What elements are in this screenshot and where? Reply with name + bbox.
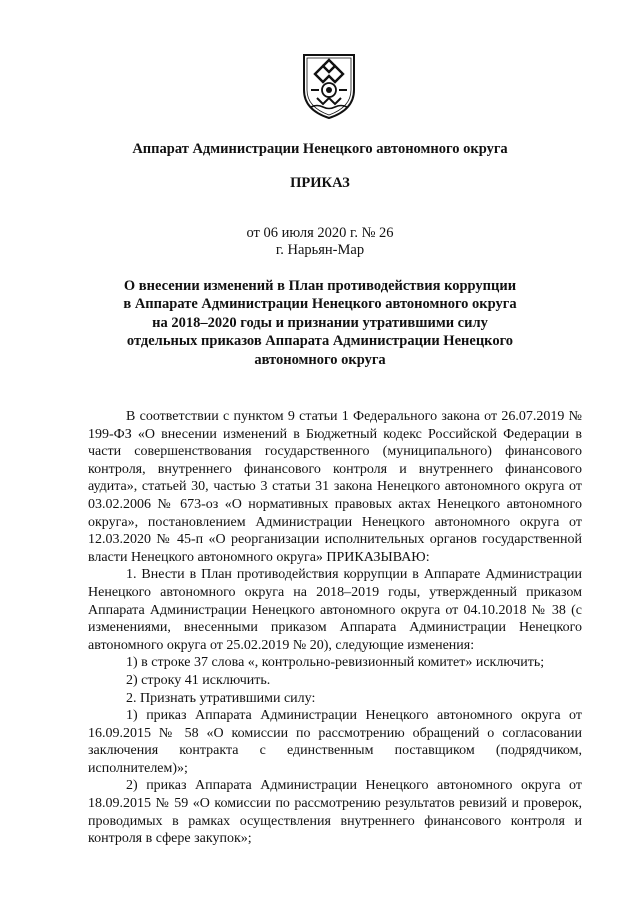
coat-of-arms-icon — [301, 52, 357, 120]
item-2-2-paragraph: 2) приказ Аппарата Администрации Ненецкого автономного округа от 18.09.2015 № 59 «О комиссии по рассмотрению результатов ревизий и проверок, проводимых в рамках осуществления внутреннего финансового контроля и контроля в сфере закупок»; — [88, 778, 582, 847]
item-1-1-paragraph: 1) в строке 37 слова «, контрольно-ревизионный комитет» исключить; — [126, 655, 545, 671]
document-type: ПРИКАЗ — [290, 175, 350, 191]
document-city: г. Нарьян-Мар — [275, 242, 365, 258]
item-2-1-paragraph: 1) приказ Аппарата Администрации Ненецкого автономного округа от 16.09.2015 № 58 «О комиссии по рассмотрению обращений о согласовании заключения контракта с единственным поставщиком (подрядчиком, исполнителем)»; — [88, 708, 582, 776]
item-1-2-paragraph: 2) строку 41 исключить. — [126, 672, 271, 688]
item-2-paragraph: 2. Признать утратившими силу: — [126, 690, 316, 706]
item-1-paragraph: 1. Внести в План противодействия коррупции в Аппарате Администрации Ненецкого автономного округа на 2018–2019 годы, утвержденный приказом Аппарата Администрации Ненецкого автономного округа от 04.10.2018 № 38 (с изменениями, внесенными приказом Аппарата Администрации Ненецкого автономного округа от 25.02.2019 № 20), следующие изменения: — [88, 567, 582, 653]
document-title: О внесении изменений в План противодействия коррупции в Аппарате Администрации Ненецкого автономного округа на 2018–2020 годы и признании утратившими силу отдельных приказов Аппарата Администрации Ненецкого автономного округа — [123, 278, 517, 368]
preamble-paragraph: В соответствии с пунктом 9 статьи 1 Федерального закона от 26.07.2019 № 199-ФЗ «О внесении изменений в Бюджетный кодекс Российской Федерации в части совершенствования государственного (муниципального) финансового контроля, внутреннего финансового контроля и внутреннего финансового аудита», статьей 30, частью 3 статьи 31 закона Ненецкого автономного округа от 03.02.2006 № 673-оз «О нормативных правовых актах Ненецкого автономного округа», постановлением Администрации Ненецкого автономного округа от 12.03.2020 № 45-п «О реорганизации исполнительных органов государственной власти Ненецкого автономного округа» ПРИКАЗЫВАЮ: — [88, 409, 582, 565]
document-body — [88, 408, 582, 848]
organization-name: Аппарат Администрации Ненецкого автономного округа — [132, 141, 508, 157]
document-date-number: от 06 июля 2020 г. № 26 — [246, 225, 394, 241]
